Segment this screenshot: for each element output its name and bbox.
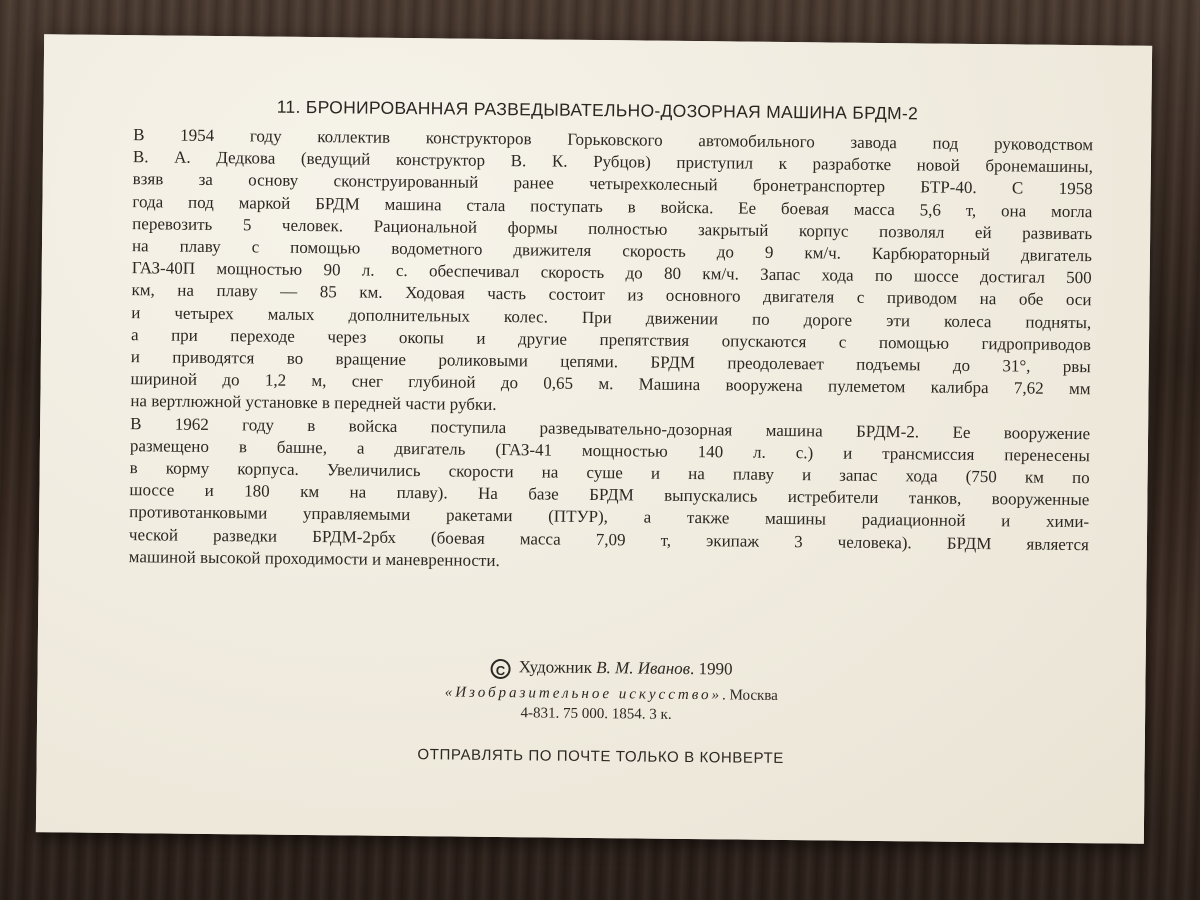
text-line: и четырех малых дополнительных колес. При движении по дороге эти колеса подняты, [131,302,1092,332]
text-line: перевозить 5 человек. Рациональной формы полностью закрытый корпус позволял ей развивать [132,213,1093,244]
postcard-back [36,34,1152,844]
text-line: ческой разведки БРДМ-2рбх (боевая масса 7,09 т, экипаж 3 человека). БРДМ является [128,524,1090,554]
text-line: и приводятся во вращение роликовыми цепями. БРДМ преодолевает подъемы до 31°, рвы [130,347,1091,377]
text-line: ГАЗ-40П мощностью 90 л. с. обеспечивал скорость до 80 км/ч. Запас хода по шоссе достигал 500 [131,258,1092,288]
text-line: шириной до 1,2 м, снег глубиной до 0,65 м. Машина вооружена пулеметом калибра 7,62 мм [130,369,1091,399]
text-line: в корму корпуса. Увеличились скорости на суше и на плаву и запас хода (750 км по [129,458,1090,488]
description-text [129,124,1094,578]
text-line: В. А. Дедкова (ведущий конструктор В. К. Рубцов) приступил к разработке новой бронемашины, [132,147,1093,177]
text-line: шоссе и 180 км на плаву). На базе БРДМ выпускались истребители танков, вооруженные [129,480,1090,510]
text-line: размещено в башне, а двигатель (ГАЗ-41 мощностью 140 л. с.) и трансмиссия перенесены [129,435,1090,466]
text-line: на плаву с помощью водометного движителя скорость до 9 км/ч. Карбюраторный двигатель [131,236,1093,266]
imprint [37,651,1146,771]
text-line: км, на плаву — 85 км. Ходовая часть состоит из основного двигателя с приводом на обе оси [131,280,1092,310]
card-title: 11. БРОНИРОВАННАЯ РАЗВЕДЫВАТЕЛЬНО-ДОЗОРНАЯ МАШИНА БРДМ-2 [276,96,919,124]
artist-prefix: Художник [518,657,593,677]
copyright-icon: C [490,659,510,679]
artist-name: В. М. Иванов [596,658,691,679]
print-code: 4-831. 75 000. 1854. 3 к. [520,705,672,723]
text-line: на вертлюжной установке в передней части рубки. [130,391,497,415]
text-line: В 1954 году коллектив конструкторов Горьковского автомобильного завода под руководством [133,125,1094,155]
text-line: года под маркой БРДМ машина стала поступать в войска. Ее боевая масса 5,6 т, она могла [132,191,1093,221]
text-line: противотанковыми управляемыми ракетами (ПТУР), а также машины радиационной и хими- [129,502,1090,532]
text-line: машиной высокой проходимости и маневренности. [128,546,500,570]
artist-year: . 1990 [690,659,733,679]
text-line: В 1962 году в войска поступила разведывательно-дозорная машина БРДМ-2. Ее вооружение [130,413,1091,443]
mailing-notice: ОТПРАВЛЯТЬ ПО ПОЧТЕ ТОЛЬКО В КОНВЕРТЕ [417,746,784,768]
text-line: взяв за основу сконструированный ранее четырехколесный бронетранспортер БТР-40. С 1958 [132,169,1093,199]
publisher-name: «Изобразительное искусство» [444,684,723,704]
text-line: а при переходе через окопы и другие препятствия опускаются с помощью гидроприводов [130,324,1092,355]
publisher-city: . Москва [721,687,778,704]
